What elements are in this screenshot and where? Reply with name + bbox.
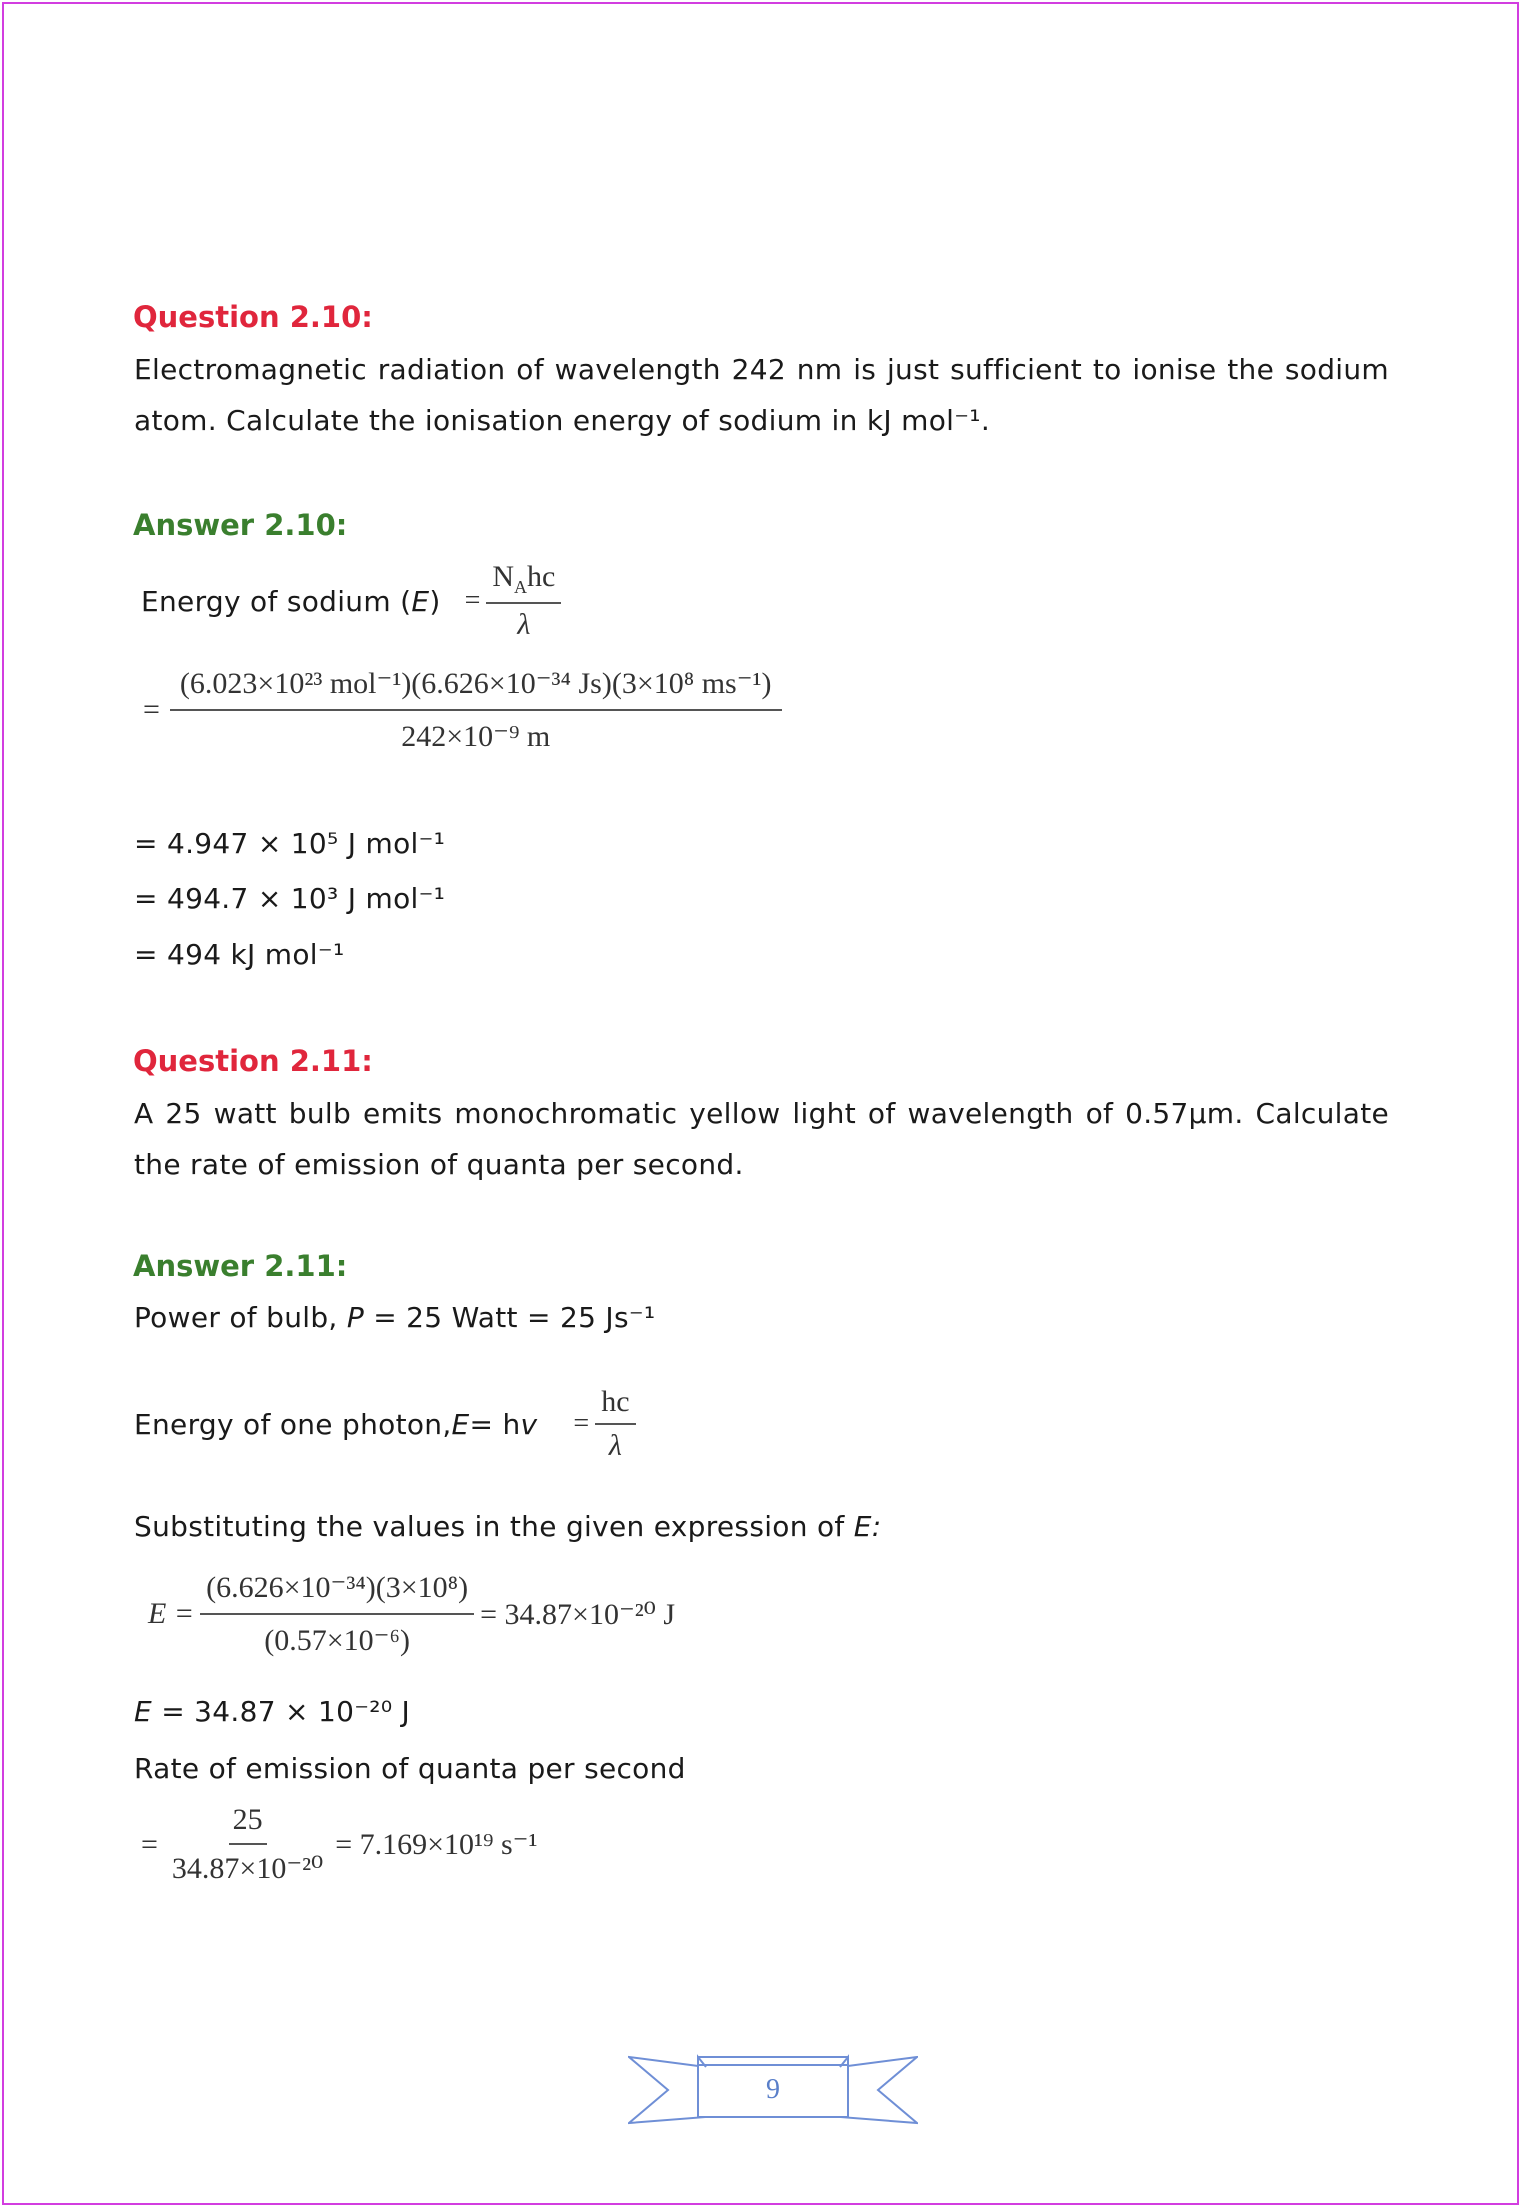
question-2-10-text: Electromagnetic radiation of wavelength 242 nm is just sufficient to ionise the sodium atom. Calculate the ionisation energy of sodium in kJ mol⁻¹. (134, 353, 1389, 437)
power-prefix: Power of bulb, (134, 1301, 347, 1334)
eq3-line (148, 1570, 675, 1658)
photon-nu: v (520, 1407, 538, 1441)
eq1-num-sub-a: A (514, 577, 528, 597)
power-rest: = 25 Watt = 25 Js⁻¹ (364, 1301, 656, 1334)
photon-prefix: Energy of one photon, (134, 1407, 452, 1441)
page-number-ribbon (628, 2053, 918, 2127)
result-line-2: = 494.7 × 10³ J mol⁻¹ (134, 882, 446, 915)
eq3-lhs: E = (148, 1597, 195, 1630)
power-of-bulb-line (134, 1301, 655, 1334)
rate-label: Rate of emission of quanta per second (134, 1752, 686, 1785)
eq4-denominator: 34.87×10⁻²⁰ (171, 1852, 324, 1885)
eq4-line (141, 1803, 538, 1886)
question-2-10-heading: Question 2.10: (133, 300, 373, 334)
eq4-numerator: 25 (229, 1803, 267, 1845)
subst-prefix: Substituting the values in the given expression of (134, 1510, 854, 1543)
eq2-equals: = (143, 693, 160, 726)
eq2-fraction (170, 666, 782, 754)
question-2-11-heading: Question 2.11: (133, 1044, 373, 1078)
energy-variable: E (411, 584, 430, 618)
eq1-fraction (486, 560, 561, 642)
power-variable: P (346, 1301, 365, 1334)
eq3-numerator: (6.626×10⁻³⁴)(3×10⁸) (200, 1570, 474, 1615)
eq3-denominator: (0.57×10⁻⁶) (264, 1624, 410, 1657)
answer-2-11-heading: Answer 2.11: (133, 1249, 348, 1283)
photon-energy-line (134, 1385, 636, 1463)
photon-equals: = (573, 1408, 590, 1439)
eq4-rhs: = 7.169×10¹⁹ s⁻¹ (335, 1828, 538, 1861)
photon-fraction (595, 1385, 635, 1463)
energy-sodium-label: Energy of sodium ( (141, 584, 412, 618)
eq1-denominator: λ (517, 608, 531, 641)
eq1-equals: = (464, 585, 481, 616)
photon-denominator: λ (608, 1429, 622, 1462)
eq2-line (143, 666, 782, 754)
answer-2-10-heading: Answer 2.10: (133, 508, 348, 542)
question-2-11-text: A 25 watt bulb emits monochromatic yellow light of wavelength of 0.57μm. Calculate the rate of emission of quanta per second. (134, 1097, 1389, 1181)
subst-variable: E: (853, 1510, 882, 1543)
eq4-equals: = (141, 1827, 158, 1861)
eq2-denominator: 242×10⁻⁹ m (401, 720, 551, 753)
e-result-variable: E (134, 1695, 152, 1728)
result-line-3: = 494 kJ mol⁻¹ (134, 938, 345, 971)
substituting-line (134, 1510, 882, 1543)
result-line-1: = 4.947 × 10⁵ J mol⁻¹ (134, 827, 446, 860)
eq4-fraction (166, 1803, 329, 1886)
e-result-line (134, 1695, 410, 1728)
photon-variable: E (451, 1407, 470, 1441)
energy-sodium-line (141, 560, 561, 642)
eq3-rhs: = 34.87×10⁻²⁰ J (480, 1597, 675, 1631)
photon-numerator: hc (595, 1385, 635, 1425)
eq1-numerator (486, 560, 561, 604)
e-result-rest: = 34.87 × 10⁻²⁰ J (152, 1695, 411, 1728)
energy-close-paren: ) (429, 584, 441, 618)
eq2-numerator: (6.023×10²³ mol⁻¹)(6.626×10⁻³⁴ Js)(3×10⁸ ms⁻¹) (170, 666, 782, 711)
eq3-fraction (200, 1570, 474, 1658)
eq1-num-n: N (492, 560, 515, 593)
photon-mid: = h (469, 1407, 521, 1441)
page-number: 9 (766, 2074, 780, 2105)
eq1-num-hc: hc (527, 560, 556, 593)
